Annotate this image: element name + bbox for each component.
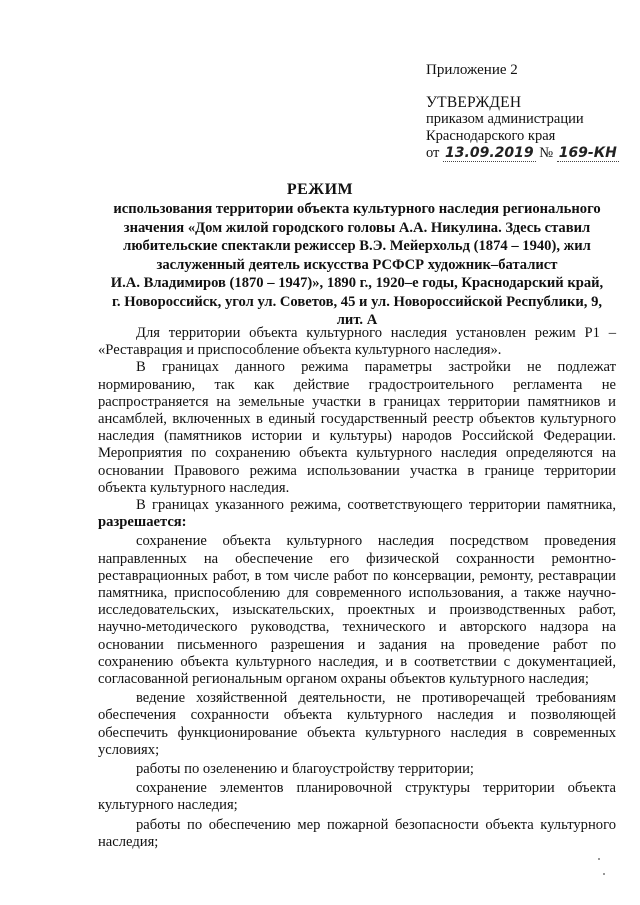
number-prefix: № xyxy=(539,145,554,161)
paragraph-permitted-intro xyxy=(98,497,616,531)
paragraph-boundaries: В границах данного режима параметры застройки не подлежат нормированию, так как действие градостроительного регламента не распространяется на земельные участки в границах территории памятников и ансамблей, включенных в единый государственный реестр объектов культурного наследия (памятников истории и культуры) народов Российской Федерации. Мероприятия по сохранению объекта культурного наследия определяются на основании Правового режима использовании участка в границе территории объекта культурного наследия. xyxy=(98,359,616,496)
list-item: сохранение элементов планировочной структуры территории объекта культурного наследия; xyxy=(98,780,616,814)
appendix-label: Приложение 2 xyxy=(426,62,518,78)
subtitle-line: лит. А xyxy=(336,312,378,328)
document-subtitle xyxy=(98,200,616,330)
list-item: сохранение объекта культурного наследия посредством проведения направленных на обеспечение его физической сохранности ремонтно-реставрационных работ, в том числе работ по консервации, ремонту, реставрации памятника, приспособлению для современного использования, а также научно-исследовательских, изыскательских, проектных и производственных работ, научно-методического руководства, технического и авторского надзора на основании письменного разрешения и задания на проведение работ по сохранению объекта культурного наследия, и в соответствии с документацией, согласованной региональным органом охраны объектов культурного наследия; xyxy=(98,533,616,688)
permitted-keyword: разрешается: xyxy=(98,514,187,531)
document-body xyxy=(98,325,616,851)
approval-block xyxy=(426,94,636,162)
permitted-intro-text: В границах указанного режима, соответствующего территории памятника, xyxy=(136,497,616,514)
list-item: работы по обеспечению мер пожарной безопасности объекта культурного наследия; xyxy=(98,816,616,850)
approved-heading: УТВЕРЖДЕН xyxy=(426,94,522,111)
subtitle-line: любительские спектакли режиссер В.Э. Мейерхольд (1874 – 1940), жил xyxy=(123,238,591,254)
paragraph-regime: Для территории объекта культурного наследия установлен режим Р1 – «Реставрация и приспособление объекта культурного наследия». xyxy=(98,325,616,359)
document-title: РЕЖИМ xyxy=(286,181,354,198)
approved-by-line: приказом администрации xyxy=(426,111,584,127)
approved-region-line: Краснодарского края xyxy=(426,128,556,144)
scan-speck xyxy=(603,873,605,875)
list-item: работы по озеленению и благоустройству территории; xyxy=(136,761,474,778)
subtitle-line: заслуженный деятель искусства РСФСР художник–баталист xyxy=(156,256,558,273)
subtitle-line: использования территории объекта культурного наследия регионального xyxy=(113,201,601,217)
list-item: ведение хозяйственной деятельности, не противоречащей требованиям обеспечения сохранности объекта культурного наследия и позволяющей обеспечить функционирование объекта культурного наследия в современных условиях; xyxy=(98,690,616,758)
handwritten-number: 169-КН xyxy=(558,145,617,161)
approval-date-number xyxy=(426,145,636,162)
subtitle-line: г. Новороссийск, угол ул. Советов, 45 и ул. Новороссийской Республики, 9, xyxy=(111,293,603,310)
subtitle-line: значения «Дом жилой городского головы А.А. Никулина. Здесь ставил xyxy=(123,219,591,236)
subtitle-line: И.А. Владимиров (1870 – 1947)», 1890 г., 1920–е годы, Краснодарский край, xyxy=(110,275,604,291)
date-prefix: от xyxy=(426,145,440,161)
scan-speck xyxy=(598,858,600,860)
handwritten-date: 13.09.2019 xyxy=(445,145,534,161)
